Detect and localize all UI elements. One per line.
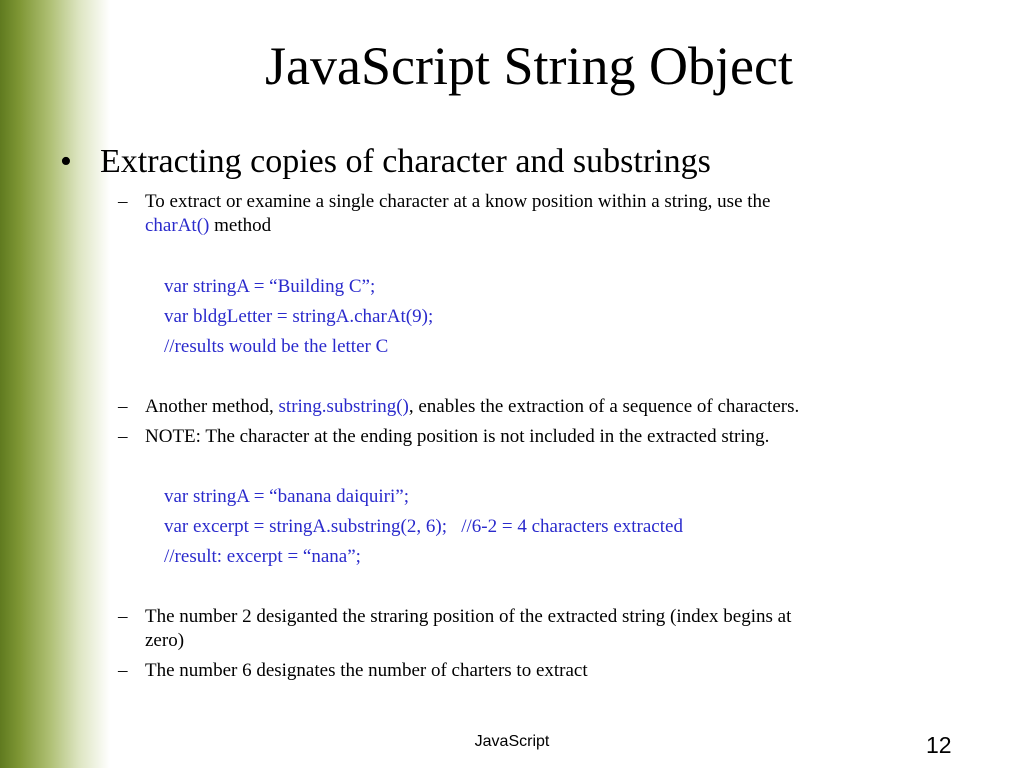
item2-pre: Another method,: [145, 396, 279, 417]
code1-line1: var stringA = “Building C”;: [164, 276, 376, 297]
item1-tail: method: [209, 215, 272, 236]
item4-line2: zero): [145, 630, 185, 651]
charat-code: charAt(): [145, 215, 210, 236]
code2-line2: var excerpt = stringA.substring(2, 6); //6-2 = 4 characters extracted: [164, 516, 683, 537]
dash-mark: –: [118, 660, 128, 681]
item2-post: , enables the extraction of a sequence of characters.: [408, 396, 800, 417]
substring-code: string.substring(): [278, 396, 409, 417]
page-number: 12: [926, 732, 952, 758]
code1-line3: //results would be the letter C: [164, 336, 389, 357]
item2-text: [145, 395, 799, 419]
code1-line2: var bldgLetter = stringA.charAt(9);: [164, 306, 434, 327]
item3-text: NOTE: The character at the ending position is not included in the extracted string.: [145, 426, 770, 447]
main-bullet: [60, 142, 711, 182]
dash-mark: –: [118, 426, 128, 447]
code2-line3: //result: excerpt = “nana”;: [164, 546, 361, 567]
bullet-text: Extracting copies of character and substrings: [100, 143, 711, 180]
item4-line1: The number 2 desiganted the straring position of the extracted string (index begins at: [145, 606, 792, 627]
footer-title: JavaScript: [474, 733, 550, 750]
slide-title: JavaScript String Object: [265, 36, 793, 96]
dash-mark: –: [118, 606, 128, 627]
dash-mark: –: [118, 191, 128, 212]
bullet-mark: •: [60, 143, 72, 180]
item1-line1: To extract or examine a single character at a know position within a string, use the: [145, 191, 771, 212]
dash-mark: –: [118, 396, 128, 417]
code2-line1: var stringA = “banana daiquiri”;: [164, 486, 409, 507]
item1-line2: [145, 214, 271, 238]
side-gradient-bar: [0, 0, 110, 768]
item5-text: The number 6 designates the number of charters to extract: [145, 660, 588, 681]
